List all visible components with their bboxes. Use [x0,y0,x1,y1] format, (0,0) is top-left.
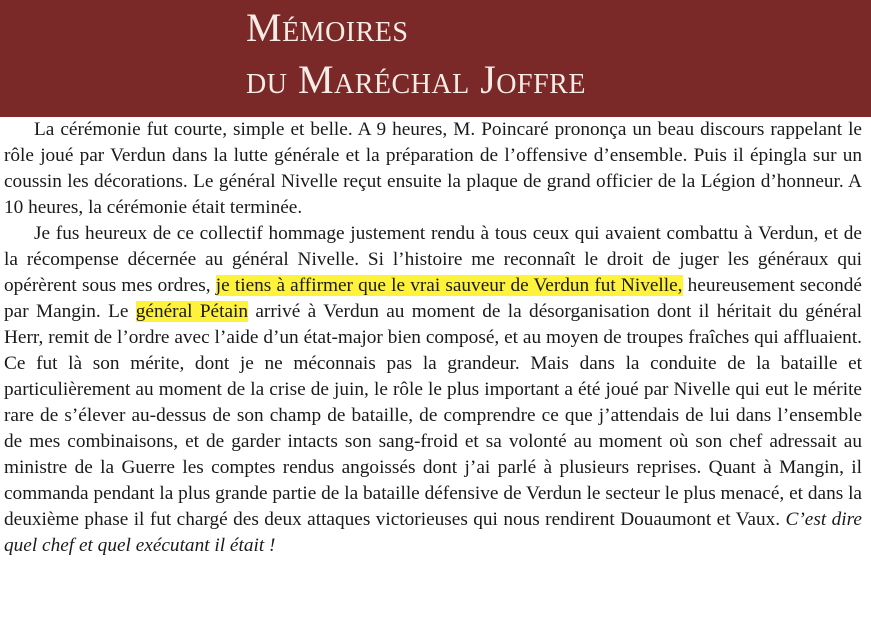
paragraph-2-text-1: Je fus heureux de ce collectif hommage justement rendu à tous ceux qui avaient combattu à Verdun, et de la récompense décernée au général Nivelle. Si l’histoire me reconnaît le droit de juger les généraux qui opérèrent sous mes ordres, [4,223,862,296]
paragraph-1: La cérémonie fut courte, simple et belle. A 9 heures, M. Poincaré prononça un beau discours rappelant le rôle joué par Verdun dans la lutte générale et la préparation de l’offensive d’ensemble. Puis il épingla sur un coussin les décorations. Le général Nivelle reçut ensuite la plaque de grand officier de la Légion d’honneur. A 10 heures, la cérémonie était terminée. [4,119,862,218]
paragraph-2-text-2: heureusement secondé par Mangin. Le [4,275,862,322]
paragraph-2-text-3: arrivé à Verdun au moment de la désorganisation dont il héritait du général Herr, remit de l’ordre avec l’aide d’un état-major bien composé, et au moyen de troupes fraîches qui affluaient. Ce fut là son mérite, dont je ne méconnais pas la grandeur. Mais dans la conduite de la bataille et particulièrement au moment de la crise de juin, le rôle le plus important a été joué par Nivelle qui eut le mérite rare de s’élever au-dessus de son champ de bataille, de comprendre ce que j’attendais de lui dans l’ensemble de mes combinaisons, et de garder intacts son sang-froid et sa volonté au moment où son chef adressait au ministre de la Guerre les comptes rendus angoissés dont j’ai parlé à plusieurs reprises. Quant à Mangin, il commanda pendant la plus grande partie de la bataille défensive de Verdun le secteur le plus menacé, et dans la deuxième phase il fut chargé des deux attaques victorieuses qui nous rendirent Douaumont et Vaux. [4,301,862,530]
closing-italic-sentence: C’est dire quel chef et quel exécutant il était ! [4,509,862,556]
excerpt-body [4,117,862,559]
title-banner [0,0,871,117]
paragraph-2 [4,221,862,559]
book-title-line-1: Mémoires [246,5,409,50]
highlight-general-petain: général Pétain [135,301,249,322]
book-title-line-2: du Maréchal Joffre [246,57,586,102]
highlight-nivelle-savior: je tiens à affirmer que le vrai sauveur de Verdun fut Nivelle, [215,275,683,296]
